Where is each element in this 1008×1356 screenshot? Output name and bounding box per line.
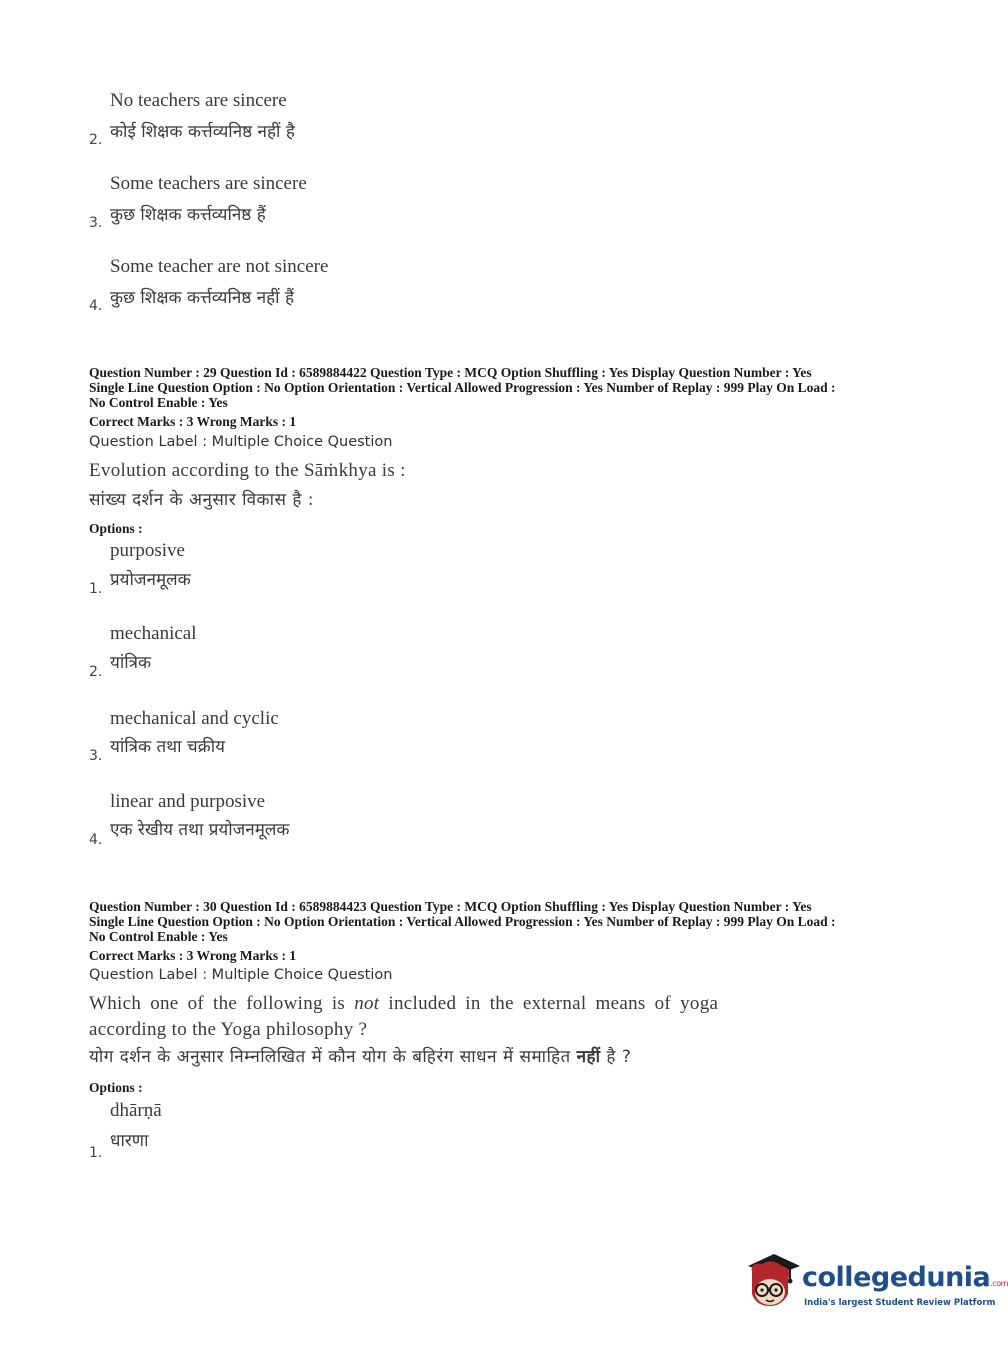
- option-text-en: Some teachers are sincere: [110, 173, 307, 194]
- question-text-en: Which one of the following is not included in the external means of yoga: [89, 993, 719, 1014]
- option-number: 2.: [89, 664, 103, 680]
- option-text-en: No teachers are sincere: [110, 90, 287, 111]
- mascot-icon: [742, 1250, 802, 1312]
- question-text-hi: सांख्य दर्शन के अनुसार विकास है :: [89, 490, 315, 510]
- question-label: Question Label : Multiple Choice Question: [89, 434, 393, 450]
- option-text-en: linear and purposive: [110, 791, 266, 812]
- question-meta-line: Question Number : 30 Question Id : 6589884423 Question Type : MCQ Option Shuffling : Yes Display Question Number : Yes: [89, 899, 812, 914]
- option-number: 4.: [89, 832, 103, 848]
- option-text-hi: कोई शिक्षक कर्त्तव्यनिष्ठ नहीं है: [110, 122, 295, 142]
- option-number: 2.: [89, 132, 103, 148]
- option-text-en: Some teacher are not sincere: [110, 256, 329, 277]
- option-text-hi: यांत्रिक: [110, 653, 152, 673]
- question-text-en: Evolution according to the Sāṁkhya is :: [89, 460, 406, 481]
- option-number: 3.: [89, 748, 103, 764]
- question-text-hi: योग दर्शन के अनुसार निम्नलिखित में कौन योग के बहिरंग साधन में समाहित नहीं है ?: [89, 1047, 632, 1067]
- question-label: Question Label : Multiple Choice Question: [89, 967, 393, 983]
- question-marks: Correct Marks : 3 Wrong Marks : 1: [89, 414, 297, 429]
- question-meta-line: Question Number : 29 Question Id : 6589884422 Question Type : MCQ Option Shuffling : Yes Display Question Number : Yes: [89, 365, 812, 380]
- question-meta-line: Single Line Question Option : No Option Orientation : Vertical Allowed Progression : Yes Number of Replay : 999 Play On Load :: [89, 914, 836, 929]
- logo-wordmark: collegedunia.com: [802, 1262, 1008, 1293]
- option-text-hi: कुछ शिक्षक कर्त्तव्यनिष्ठ हैं: [110, 205, 266, 225]
- option-number: 1.: [89, 581, 103, 597]
- emphasis-not: not: [354, 993, 380, 1014]
- collegedunia-logo: [742, 1250, 1008, 1320]
- question-meta-line: No Control Enable : Yes: [89, 929, 228, 944]
- option-text-hi: कुछ शिक्षक कर्त्तव्यनिष्ठ नहीं हैं: [110, 288, 295, 308]
- option-number: 1.: [89, 1145, 103, 1161]
- option-text-hi: धारणा: [110, 1131, 149, 1151]
- option-text-en: dhārṇā: [110, 1100, 162, 1121]
- option-number: 4.: [89, 298, 103, 314]
- option-text-hi: प्रयोजनमूलक: [110, 570, 191, 590]
- option-number: 3.: [89, 215, 103, 231]
- option-text-en: purposive: [110, 540, 185, 561]
- question-text-en-line2: according to the Yoga philosophy ?: [89, 1019, 368, 1040]
- option-text-en: mechanical and cyclic: [110, 708, 279, 729]
- option-text-en: mechanical: [110, 623, 197, 644]
- options-title: Options :: [89, 1080, 143, 1095]
- question-meta-line: No Control Enable : Yes: [89, 395, 228, 410]
- option-text-hi: एक रेखीय तथा प्रयोजनमूलक: [110, 820, 290, 840]
- question-marks: Correct Marks : 3 Wrong Marks : 1: [89, 948, 297, 963]
- question-meta-line: Single Line Question Option : No Option Orientation : Vertical Allowed Progression : Yes Number of Replay : 999 Play On Load :: [89, 380, 836, 395]
- emphasis-nahin: नहीं: [576, 1047, 601, 1067]
- option-text-hi: यांत्रिक तथा चक्रीय: [110, 737, 225, 757]
- options-title: Options :: [89, 521, 143, 536]
- logo-tagline: India's largest Student Review Platform: [804, 1298, 996, 1308]
